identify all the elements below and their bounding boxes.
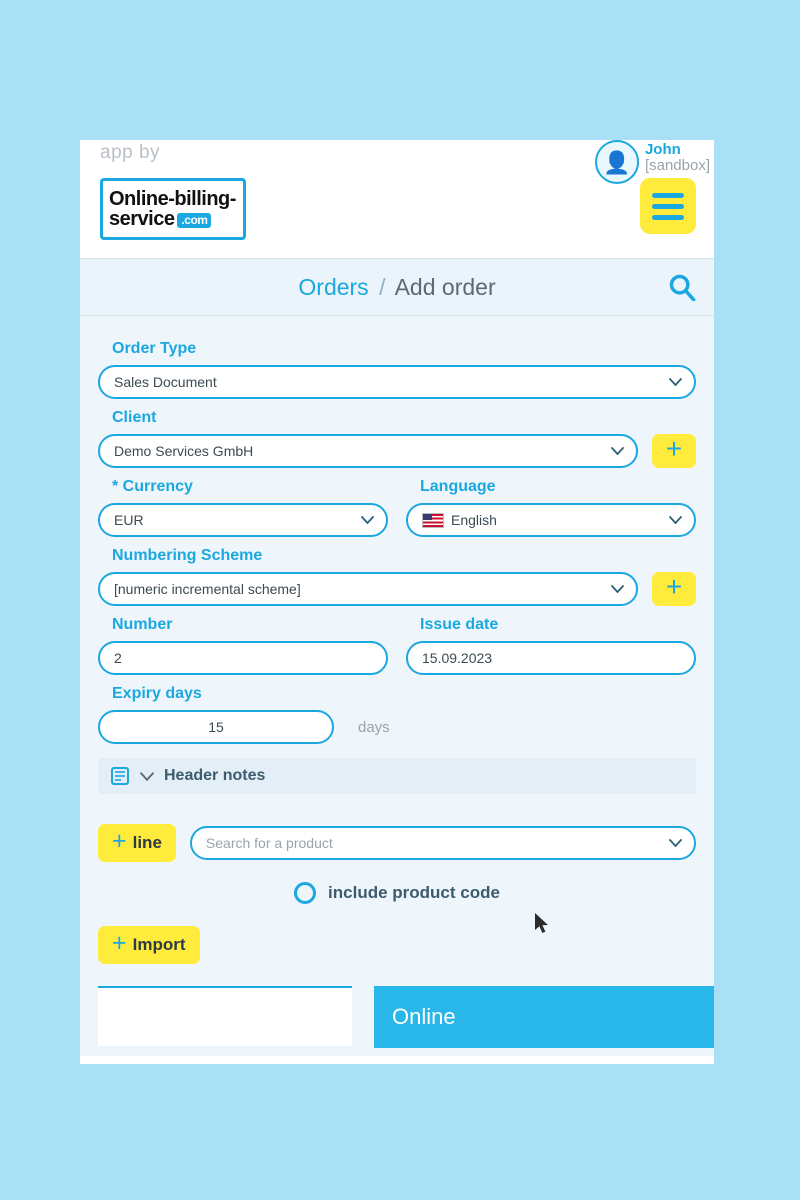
- expiry-days-input[interactable]: [98, 710, 334, 744]
- breadcrumb: [298, 274, 495, 301]
- chevron-down-icon: [361, 516, 374, 524]
- app-by-label: app by: [100, 142, 161, 163]
- include-product-code-label: include product code: [328, 883, 500, 902]
- breadcrumb-separator: /: [379, 273, 386, 300]
- breadcrumb-bar: [80, 258, 714, 316]
- issue-date-input[interactable]: [406, 641, 696, 675]
- logo-line-1: Online-billing-: [109, 187, 236, 210]
- number-label: Number: [112, 616, 173, 633]
- brand-logo[interactable]: [100, 178, 246, 240]
- online-tab-label: Online: [392, 1004, 456, 1029]
- add-line-button[interactable]: [98, 824, 176, 862]
- issue-date-label: Issue date: [420, 616, 499, 633]
- numbering-scheme-value: [numeric incremental scheme]: [114, 581, 301, 597]
- chevron-down-icon: [611, 585, 624, 593]
- currency-language-row: [98, 503, 696, 537]
- number-date-labels: [98, 606, 696, 641]
- expiry-days-suffix: days: [358, 718, 390, 736]
- order-type-label: Order Type: [112, 340, 197, 357]
- plus-icon: +: [112, 826, 127, 855]
- include-product-code-radio[interactable]: [294, 882, 316, 904]
- chevron-down-icon: [669, 378, 682, 386]
- avatar-face-icon: 👤: [603, 149, 631, 175]
- expiry-days-value: 15: [208, 719, 224, 735]
- search-icon[interactable]: [668, 273, 696, 301]
- client-row: [98, 434, 696, 468]
- client-value: Demo Services GmbH: [114, 443, 254, 459]
- include-product-code-row[interactable]: [98, 882, 696, 904]
- chevron-down-icon: [669, 516, 682, 524]
- issue-date-value: 15.09.2023: [422, 650, 493, 666]
- numbering-scheme-label: Numbering Scheme: [112, 547, 263, 564]
- order-type-select[interactable]: [98, 365, 696, 399]
- us-flag-icon: [422, 513, 444, 528]
- currency-value: EUR: [114, 512, 144, 528]
- product-search-select[interactable]: [190, 826, 696, 860]
- hamburger-bar: [652, 193, 684, 198]
- add-client-button[interactable]: [652, 434, 696, 468]
- numbering-scheme-row: [98, 572, 696, 606]
- currency-language-labels: [98, 468, 696, 503]
- hamburger-bar: [652, 204, 684, 209]
- import-row: [98, 926, 696, 964]
- online-tab[interactable]: [374, 986, 714, 1048]
- user-text: [645, 140, 710, 174]
- lines-table-header: [98, 986, 352, 1046]
- breadcrumb-parent-link[interactable]: Orders: [298, 273, 369, 300]
- language-value: English: [451, 512, 497, 528]
- plus-icon: +: [665, 433, 683, 464]
- plus-icon: +: [112, 928, 127, 957]
- breadcrumb-current: Add order: [394, 273, 496, 300]
- chevron-down-icon: [669, 839, 682, 847]
- user-environment: [sandbox]: [644, 156, 710, 174]
- language-select[interactable]: [406, 503, 696, 537]
- user-avatar[interactable]: [595, 140, 639, 184]
- notes-icon: [110, 766, 130, 786]
- import-label: Import: [132, 935, 186, 954]
- number-input[interactable]: [98, 641, 388, 675]
- number-date-row: [98, 641, 696, 675]
- logo-line-2-text: service: [109, 207, 175, 230]
- chevron-down-icon: [611, 447, 624, 455]
- currency-select[interactable]: [98, 503, 388, 537]
- add-line-row: [98, 824, 696, 862]
- header-notes-label: Header notes: [164, 767, 266, 784]
- header-notes-section[interactable]: [98, 758, 696, 794]
- application-window: [80, 140, 714, 1064]
- chevron-down-icon[interactable]: [140, 772, 154, 781]
- logo-line-2: [109, 209, 243, 230]
- hamburger-menu-icon[interactable]: [640, 178, 696, 234]
- logo-tld: .com: [177, 213, 211, 228]
- add-numbering-scheme-button[interactable]: [652, 572, 696, 606]
- hamburger-bar: [652, 215, 684, 220]
- client-select[interactable]: [98, 434, 638, 468]
- top-bar: [80, 140, 714, 258]
- order-type-value: Sales Document: [114, 374, 217, 390]
- user-name: John: [644, 141, 681, 158]
- product-search-placeholder: Search for a product: [205, 835, 333, 851]
- currency-label: * Currency: [112, 478, 193, 495]
- number-value: 2: [114, 650, 122, 666]
- add-order-form: [80, 316, 714, 1056]
- language-label: Language: [420, 478, 496, 495]
- lines-table-area: [98, 986, 696, 1056]
- add-line-label: line: [132, 833, 162, 852]
- client-label: Client: [112, 409, 157, 426]
- numbering-scheme-select[interactable]: [98, 572, 638, 606]
- import-button[interactable]: [98, 926, 200, 964]
- expiry-days-row: [98, 710, 696, 744]
- plus-icon: +: [665, 571, 683, 602]
- expiry-days-label: Expiry days: [112, 685, 202, 702]
